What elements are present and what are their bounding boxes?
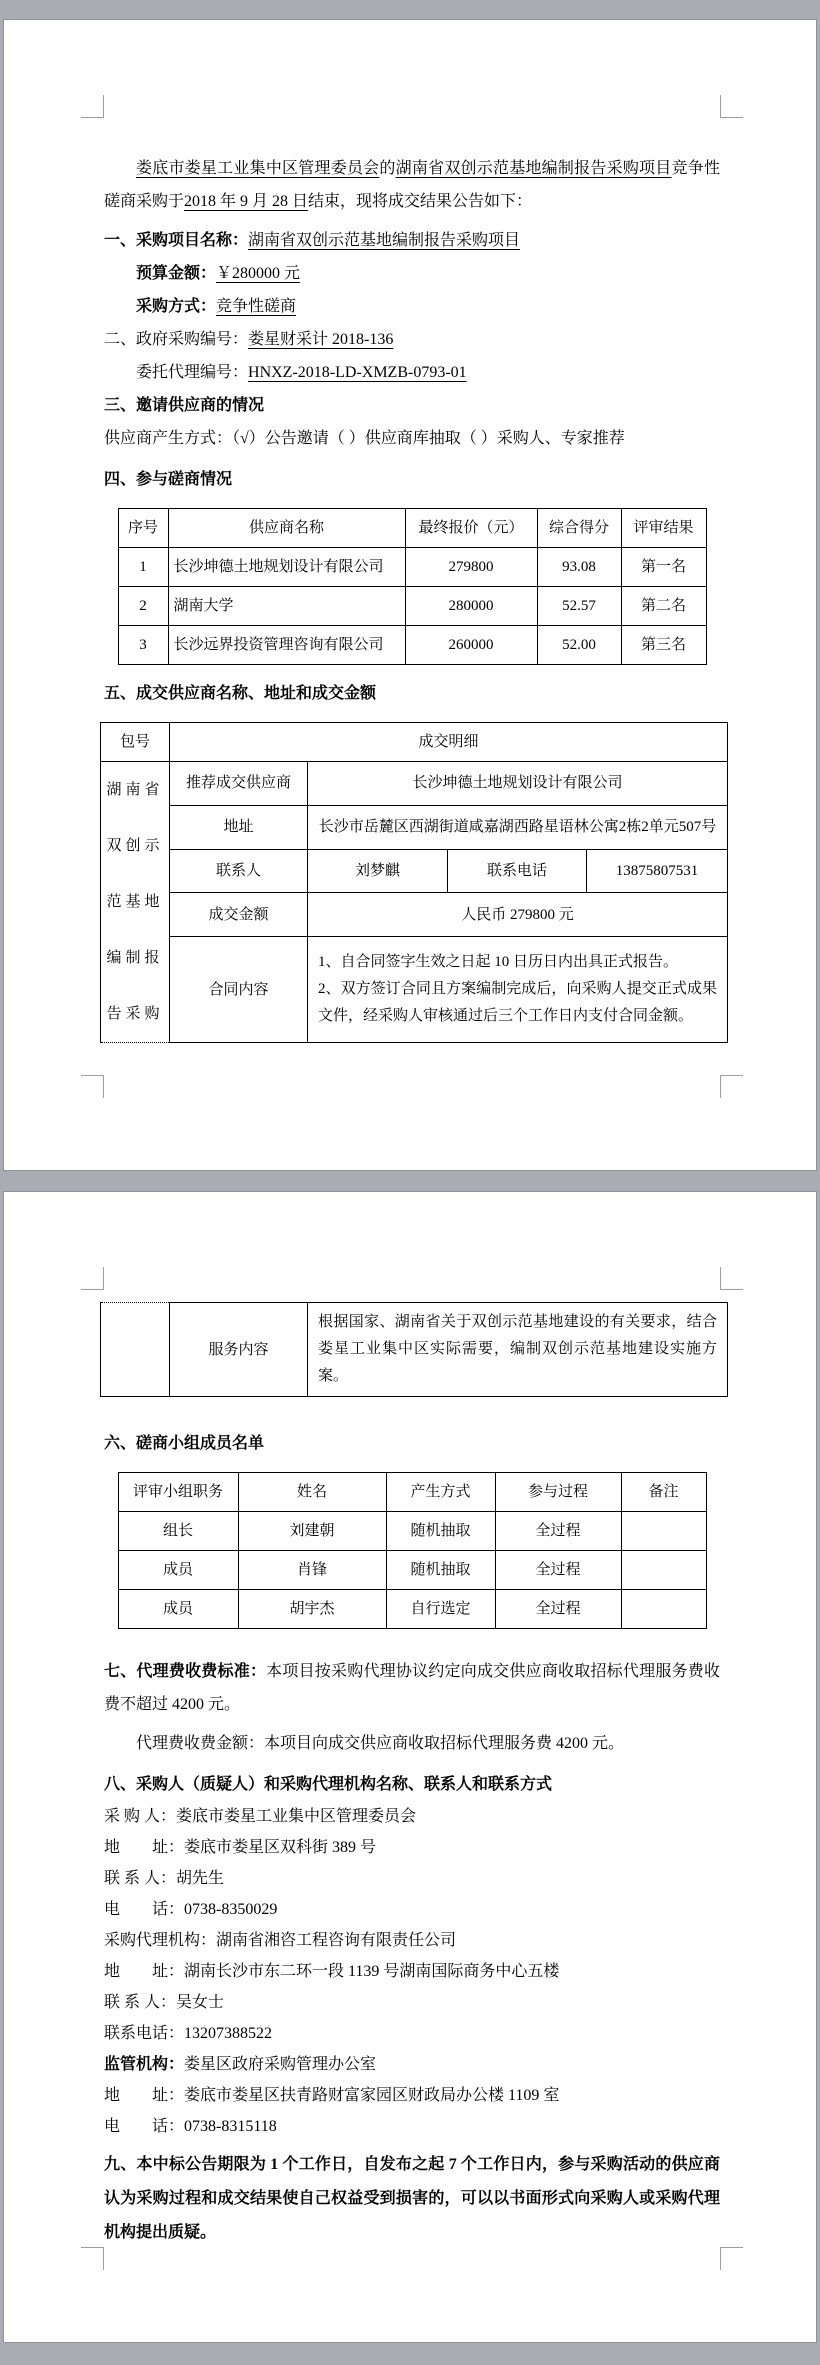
header-cell: 备注 — [621, 1473, 706, 1512]
contact-line — [104, 1801, 720, 1832]
panel-members-table — [118, 1472, 707, 1629]
contact-label: 联 系 人： — [104, 1870, 177, 1887]
section-1-label: 一、采购项目名称： — [104, 232, 249, 249]
label-cell: 合同内容 — [170, 937, 308, 1043]
contact-value: 0738-8350029 — [184, 1901, 278, 1918]
contact-line — [104, 1956, 720, 1987]
contact-label: 地 址： — [104, 2087, 185, 2104]
budget-label: 预算金额： — [136, 265, 217, 282]
method-line — [104, 290, 720, 323]
cell-role: 组长 — [118, 1512, 238, 1551]
cell-result: 第二名 — [621, 587, 706, 626]
cell-selection: 随机抽取 — [386, 1512, 495, 1551]
cell-supplier: 长沙坤德土地规划设计有限公司 — [168, 548, 405, 587]
buyer-name-underlined: 娄底市娄星工业集中区管理委员会 — [136, 160, 380, 177]
table-row — [118, 1512, 706, 1551]
supervisor-label: 监管机构： — [104, 2056, 185, 2073]
detail-header-cell: 成交明细 — [170, 723, 728, 762]
label-cell: 推荐成交供应商 — [170, 762, 308, 806]
address-value-cell: 长沙市岳麓区西湖街道咸嘉湖西路星语林公寓2栋2单元507号 — [308, 805, 728, 849]
table-row — [118, 548, 706, 587]
section-8-heading: 八、采购人（质疑人）和采购代理机构名称、联系人和联系方式 — [104, 1776, 553, 1793]
header-cell: 评审结果 — [621, 509, 706, 548]
bottom-gap — [0, 2343, 820, 2363]
section-6-heading: 六、磋商小组成员名单 — [104, 1435, 265, 1452]
cell-price: 260000 — [405, 626, 537, 665]
contact-label: 联 系 人： — [104, 1994, 177, 2011]
cell-name: 肖锋 — [238, 1551, 386, 1590]
contact-line — [104, 1832, 720, 1863]
table-row — [118, 1590, 706, 1629]
project-name-value: 湖南省双创示范基地编制报告采购项目 — [248, 232, 521, 249]
package-header-cell: 包号 — [101, 723, 170, 762]
cell-selection: 随机抽取 — [386, 1551, 495, 1590]
header-cell: 序号 — [118, 509, 168, 548]
intro-text: 竞争性磋商采购于 — [104, 160, 720, 210]
agency-number-label: 委托代理编号： — [136, 364, 249, 381]
contact-label: 电 话： — [104, 2118, 185, 2135]
contact-label: 电 话： — [104, 1901, 185, 1918]
label-cell: 地址 — [170, 805, 308, 849]
section-5-heading: 五、成交供应商名称、地址和成交金额 — [104, 685, 377, 702]
contact-value: 13207388522 — [184, 2025, 273, 2042]
contact-label: 采购代理机构： — [104, 1932, 217, 1949]
cell-name: 刘建朝 — [238, 1512, 386, 1551]
table-header-row — [101, 723, 728, 762]
agency-fee-amount-line: 代理费收费金额：本项目向成交供应商收取招标代理服务费 4200 元。 — [136, 1735, 625, 1752]
service-content-text: 根据国家、湖南省关于双创示范基地建设的有关要求，结合娄星工业集中区实际需要，编制双创示范基地建设实施方案。 — [318, 1314, 717, 1384]
gov-number-value: 娄星财采计 2018-136 — [248, 331, 394, 348]
method-label: 采购方式： — [136, 298, 217, 315]
cell-result: 第三名 — [621, 626, 706, 665]
contact-label: 采 购 人： — [104, 1808, 177, 1825]
supervisor-value: 娄星区政府采购管理办公室 — [184, 2056, 377, 2073]
agency-number-line — [104, 356, 720, 389]
cell-participation: 全过程 — [495, 1551, 621, 1590]
table-header-row — [118, 509, 706, 548]
cell-seq: 2 — [118, 587, 168, 626]
section-2-line — [104, 323, 720, 356]
contact-line — [104, 2111, 720, 2142]
deal-detail-table-continued — [100, 1302, 728, 1397]
cell-role: 成员 — [118, 1551, 238, 1590]
page2-content — [104, 1302, 720, 2250]
contact-label: 地 址： — [104, 1839, 185, 1856]
contact-value: 吴女士 — [176, 1994, 225, 2011]
cell-seq: 3 — [118, 626, 168, 665]
phone-label-cell: 联系电话 — [448, 849, 587, 893]
header-cell: 参与过程 — [495, 1473, 621, 1512]
cell-seq: 1 — [118, 548, 168, 587]
header-cell: 综合得分 — [537, 509, 621, 548]
contact-line — [104, 2080, 720, 2111]
table-row — [101, 805, 728, 849]
cell-result: 第一名 — [621, 548, 706, 587]
table-row — [101, 1303, 728, 1397]
contact-value: 0738-8315118 — [184, 2118, 277, 2135]
contact-value: 娄底市娄星工业集中区管理委员会 — [176, 1808, 417, 1825]
section-7-paragraph — [104, 1655, 720, 1721]
table-header-row — [118, 1473, 706, 1512]
method-value: 竞争性磋商 — [216, 298, 297, 315]
page-margin-mark-bottom-right — [720, 1075, 743, 1098]
section-9-paragraph: 九、本中标公告期限为 1 个工作日，自发布之起 7 个工作日内，参与采购活动的供应商认为采购过程和成交结果使自己权益受到损害的，可以以书面形式向采购人或采购代理机构提出质疑。 — [104, 2156, 720, 2241]
deal-detail-table — [100, 722, 728, 1043]
label-cell: 成交金额 — [170, 893, 308, 937]
project-name-underlined: 湖南省双创示范基地编制报告采购项目 — [395, 160, 672, 177]
document-page-2 — [3, 1191, 817, 2343]
cell-price: 279800 — [405, 548, 537, 587]
page-margin-mark-top-left — [81, 95, 104, 118]
cell-selection: 自行选定 — [386, 1590, 495, 1629]
label-cell: 服务内容 — [170, 1303, 308, 1397]
table-row — [101, 937, 728, 1043]
cell-role: 成员 — [118, 1590, 238, 1629]
page1-content — [104, 138, 720, 1043]
header-cell: 评审小组职务 — [118, 1473, 238, 1512]
section-1-line — [104, 224, 720, 257]
header-cell: 最终报价（元） — [405, 509, 537, 548]
header-cell: 产生方式 — [386, 1473, 495, 1512]
contact-value-cell: 刘梦麒 — [308, 849, 448, 893]
table-row — [118, 587, 706, 626]
contact-value: 湖南省湘咨工程咨询有限责任公司 — [216, 1932, 457, 1949]
section-3-heading: 三、邀请供应商的情况 — [104, 397, 265, 414]
table-row — [118, 626, 706, 665]
cell-name: 胡宇杰 — [238, 1590, 386, 1629]
table-row — [101, 849, 728, 893]
table-row — [101, 893, 728, 937]
label-cell: 联系人 — [170, 849, 308, 893]
intro-paragraph — [104, 152, 720, 218]
phone-value-cell: 13875807531 — [587, 849, 728, 893]
supplier-source-line: 供应商产生方式：（√）公告邀请（ ）供应商库抽取（ ）采购人、专家推荐 — [104, 430, 625, 447]
contact-label: 联系电话： — [104, 2025, 185, 2042]
contact-line — [104, 1894, 720, 1925]
agency-number-value: HNXZ-2018-LD-XMZB-0793-01 — [248, 364, 467, 381]
contract-content-cell — [308, 937, 728, 1043]
page-margin-mark-bottom-left — [81, 2247, 104, 2270]
contact-line — [104, 1987, 720, 2018]
page-gap — [0, 1171, 820, 1191]
page-margin-mark-bottom-left — [81, 1075, 104, 1098]
page-margin-mark-top-right — [720, 95, 743, 118]
cell-participation: 全过程 — [495, 1590, 621, 1629]
budget-value: ￥280000 元 — [216, 265, 301, 282]
intro-text: 的 — [379, 160, 396, 177]
contact-line — [104, 1863, 720, 1894]
cell-supplier: 湖南大学 — [168, 587, 405, 626]
negotiation-results-table — [118, 508, 707, 665]
document-page-1 — [3, 19, 817, 1171]
table-row — [101, 762, 728, 806]
section-4-heading: 四、参与磋商情况 — [104, 471, 233, 488]
page-margin-mark-top-right — [720, 1267, 743, 1290]
table-row — [118, 1551, 706, 1590]
package-empty-cell — [101, 1303, 170, 1397]
contact-label: 地 址： — [104, 1963, 185, 1980]
budget-line — [104, 257, 720, 290]
package-name-cell: 湖南省双创示范基地编制报告采购 — [101, 762, 170, 1043]
intro-text: 结束，现将成交结果公告如下： — [308, 193, 533, 210]
contact-value: 娄底市娄星区双科街 389 号 — [184, 1839, 377, 1856]
supplier-value-cell: 长沙坤德土地规划设计有限公司 — [308, 762, 728, 806]
gov-number-label: 二、政府采购编号： — [104, 331, 249, 348]
cell-participation: 全过程 — [495, 1512, 621, 1551]
contract-clause-2: 2、双方签订合同且方案编制完成后，向采购人提交正式成果文件，经采购人审核通过后三个工作日内支付合同金额。 — [318, 981, 718, 1025]
amount-value-cell: 人民币 279800 元 — [308, 893, 728, 937]
section-7-label: 七、代理费收费标准： — [104, 1663, 267, 1680]
close-date-underlined: 2018 年 9 月 28 日 — [184, 193, 309, 210]
cell-supplier: 长沙远界投资管理咨询有限公司 — [168, 626, 405, 665]
section-7-text: 本项目按采购代理协议约定向成交供应商收取招标代理服务费收费不超过 4200 元。 — [104, 1663, 720, 1713]
cell-remark — [621, 1590, 706, 1629]
cell-score: 52.57 — [537, 587, 621, 626]
cell-remark — [621, 1512, 706, 1551]
cell-score: 52.00 — [537, 626, 621, 665]
cell-price: 280000 — [405, 587, 537, 626]
cell-score: 93.08 — [537, 548, 621, 587]
header-cell: 姓名 — [238, 1473, 386, 1512]
contact-value: 娄底市娄星区扶青路财富家园区财政局办公楼 1109 室 — [184, 2087, 560, 2104]
service-content-cell — [308, 1303, 728, 1397]
contact-value: 胡先生 — [176, 1870, 225, 1887]
page-margin-mark-bottom-right — [720, 2247, 743, 2270]
header-cell: 供应商名称 — [168, 509, 405, 548]
page-margin-mark-top-left — [81, 1267, 104, 1290]
contract-clause-1: 1、自合同签字生效之日起 10 日历日内出具正式报告。 — [318, 954, 679, 971]
contact-line — [104, 1925, 720, 1956]
contact-value: 湖南长沙市东二环一段 1139 号湖南国际商务中心五楼 — [184, 1963, 560, 1980]
contact-line — [104, 2018, 720, 2049]
supervisor-line — [104, 2049, 720, 2080]
cell-remark — [621, 1551, 706, 1590]
